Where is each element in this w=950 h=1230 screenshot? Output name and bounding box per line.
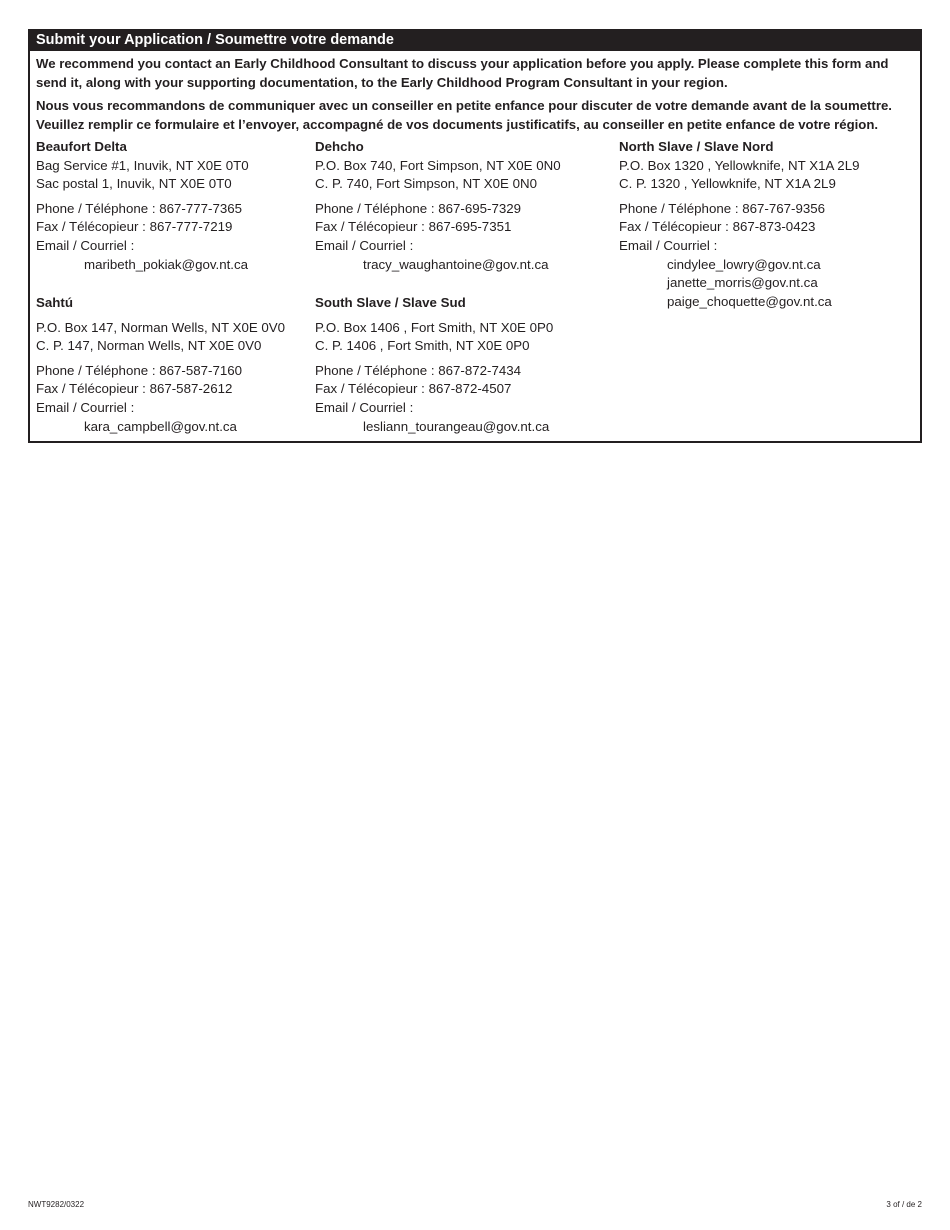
submit-application-section bbox=[28, 29, 922, 443]
address-french: Sac postal 1, Inuvik, NT X0E 0T0 bbox=[36, 176, 232, 192]
region-name: Sahtú bbox=[36, 295, 73, 310]
email-link[interactable]: cindylee_lowry@gov.nt.ca bbox=[667, 256, 821, 272]
address-english: Bag Service #1, Inuvik, NT X0E 0T0 bbox=[36, 157, 249, 173]
region-name: North Slave / Slave Nord bbox=[619, 139, 774, 154]
page-number: 3 of / de 2 bbox=[886, 1200, 922, 1209]
phone: Phone / Téléphone : 867-777-7365 bbox=[36, 200, 243, 216]
region-name: Beaufort Delta bbox=[36, 139, 127, 154]
address-english: P.O. Box 740, Fort Simpson, NT X0E 0N0 bbox=[315, 157, 561, 173]
intro-english: We recommend you contact an Early Childhood Consultant to discuss your application before you apply. Please complete this form and send it, along with your supporting documentation, to the Early Childhood Program Consultant in your region. bbox=[36, 56, 889, 90]
fax: Fax / Télécopieur : 867-873-0423 bbox=[619, 219, 816, 235]
region-dehcho bbox=[315, 138, 561, 274]
email-label: Email / Courriel : bbox=[315, 399, 414, 415]
region-name: Dehcho bbox=[315, 139, 364, 154]
fax: Fax / Télécopieur : 867-777-7219 bbox=[36, 219, 233, 235]
address-french: C. P. 147, Norman Wells, NT X0E 0V0 bbox=[36, 338, 262, 354]
region-beaufort-delta bbox=[36, 138, 249, 274]
email-label: Email / Courriel : bbox=[315, 237, 414, 253]
email-link[interactable]: maribeth_pokiak@gov.nt.ca bbox=[84, 256, 249, 272]
email-link[interactable]: lesliann_tourangeau@gov.nt.ca bbox=[363, 418, 550, 434]
address-french: C. P. 1320 , Yellowknife, NT X1A 2L9 bbox=[619, 176, 836, 192]
address-french: C. P. 740, Fort Simpson, NT X0E 0N0 bbox=[315, 176, 537, 192]
region-sahtu bbox=[36, 294, 285, 436]
intro-french: Nous vous recommandons de communiquer avec un conseiller en petite enfance pour discuter de votre demande avant de la soumettre. Veuillez remplir ce formulaire et l’envoyer, accompagné de vos documents justificatifs, au conseiller en petite enfance de votre région. bbox=[36, 98, 892, 132]
region-name: South Slave / Slave Sud bbox=[315, 295, 466, 310]
email-link[interactable]: paige_choquette@gov.nt.ca bbox=[667, 293, 832, 309]
phone: Phone / Téléphone : 867-587-7160 bbox=[36, 362, 243, 378]
address-english: P.O. Box 147, Norman Wells, NT X0E 0V0 bbox=[36, 319, 286, 335]
email-label: Email / Courriel : bbox=[619, 237, 718, 253]
email-label: Email / Courriel : bbox=[36, 399, 135, 415]
phone: Phone / Téléphone : 867-695-7329 bbox=[315, 200, 522, 216]
region-north-slave bbox=[619, 138, 860, 311]
fax: Fax / Télécopieur : 867-872-4507 bbox=[315, 381, 512, 397]
section-title: Submit your Application / Soumettre votre demande bbox=[30, 29, 920, 51]
email-link[interactable]: janette_morris@gov.nt.ca bbox=[667, 275, 818, 291]
email-link[interactable]: tracy_waughantoine@gov.nt.ca bbox=[363, 256, 549, 272]
address-english: P.O. Box 1406 , Fort Smith, NT X0E 0P0 bbox=[315, 319, 554, 335]
email-link[interactable]: kara_campbell@gov.nt.ca bbox=[84, 418, 237, 434]
email-label: Email / Courriel : bbox=[36, 237, 135, 253]
address-french: C. P. 1406 , Fort Smith, NT X0E 0P0 bbox=[315, 338, 530, 354]
fax: Fax / Télécopieur : 867-695-7351 bbox=[315, 219, 512, 235]
phone: Phone / Téléphone : 867-872-7434 bbox=[315, 362, 522, 378]
fax: Fax / Télécopieur : 867-587-2612 bbox=[36, 381, 233, 397]
phone: Phone / Téléphone : 867-767-9356 bbox=[619, 200, 826, 216]
address-english: P.O. Box 1320 , Yellowknife, NT X1A 2L9 bbox=[619, 157, 860, 173]
region-south-slave bbox=[315, 294, 553, 436]
regions-grid bbox=[30, 138, 920, 448]
form-code: NWT9282/0322 bbox=[28, 1200, 85, 1209]
